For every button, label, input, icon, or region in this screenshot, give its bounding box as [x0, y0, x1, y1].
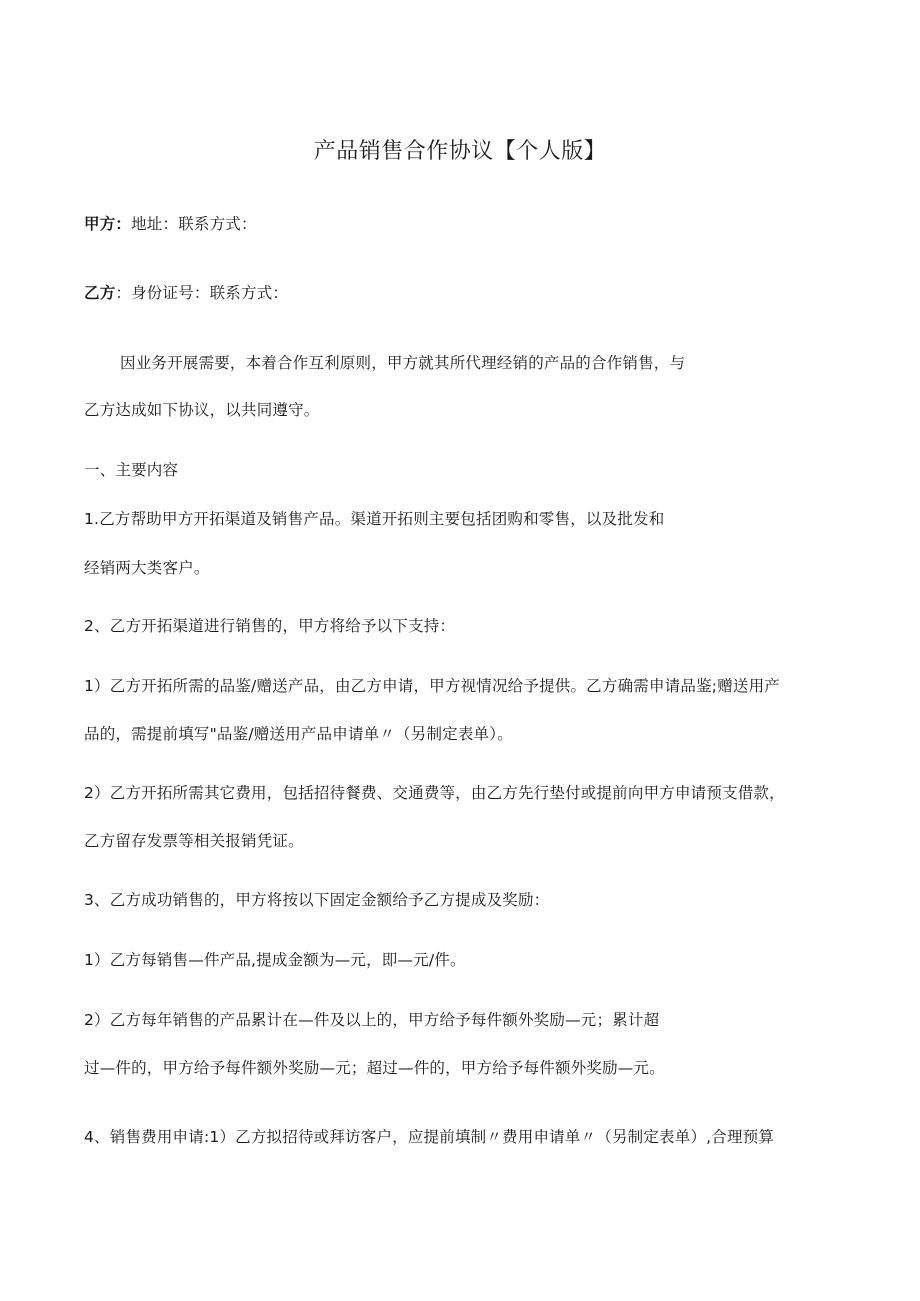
- party-b-fields: ：身份证号：联系方式：: [115, 284, 289, 302]
- paragraph-line: 乙方达成如下协议，以共同遵守。: [84, 401, 320, 419]
- party-a-line: [84, 212, 257, 236]
- paragraph-line: 经销两大类客户。: [84, 559, 210, 577]
- paragraph-line: 1）乙方开拓所需的品鉴/赠送产品，由乙方申请，甲方视情况给予提供。乙方确需申请品鉴;赠送用产: [84, 677, 781, 695]
- paragraph-line: 乙方留存发票等相关报销凭证。: [84, 832, 304, 850]
- paragraph-line: 1）乙方每销售—件产品,提成金额为—元，即—元/件。: [84, 951, 466, 969]
- party-b-label: 乙方: [84, 284, 116, 302]
- paragraph-line: 过—件的，甲方给予每件额外奖励—元；超过—件的，甲方给予每件额外奖励—元。: [84, 1059, 665, 1077]
- party-a-label: 甲方：: [84, 215, 132, 233]
- paragraph-line: 1.乙方帮助甲方开拓渠道及销售产品。渠道开拓则主要包括团购和零售，以及批发和: [84, 510, 665, 528]
- paragraph-line: 2）乙方每年销售的产品累计在—件及以上的，甲方给予每件额外奖励—元；累计超: [84, 1011, 660, 1029]
- paragraph-line: 因业务开展需要，本着合作互利原则，甲方就其所代理经销的产品的合作销售，与: [120, 354, 686, 372]
- party-b-line: [84, 281, 288, 305]
- section-heading: 一、主要内容: [84, 461, 179, 479]
- paragraph-line: 2、乙方开拓渠道进行销售的，甲方将给予以下支持：: [84, 617, 456, 635]
- party-a-fields: 地址：联系方式：: [131, 215, 257, 233]
- paragraph-line: 品的，需提前填写"品鉴/赠送用产品申请单〃（另制定表单）。: [84, 725, 513, 743]
- paragraph-line: 2）乙方开拓所需其它费用，包括招待餐费、交通费等，由乙方先行垫付或提前向甲方申请预支借款，: [84, 784, 785, 802]
- document-title: 产品销售合作协议【个人版】: [313, 139, 607, 164]
- paragraph-line: 4、销售费用申请:1）乙方拟招待或拜访客户，应提前填制〃费用申请单〃（另制定表单）,合理预算: [84, 1128, 775, 1146]
- paragraph-line: 3、乙方成功销售的，甲方将按以下固定金额给予乙方提成及奖励：: [84, 891, 550, 909]
